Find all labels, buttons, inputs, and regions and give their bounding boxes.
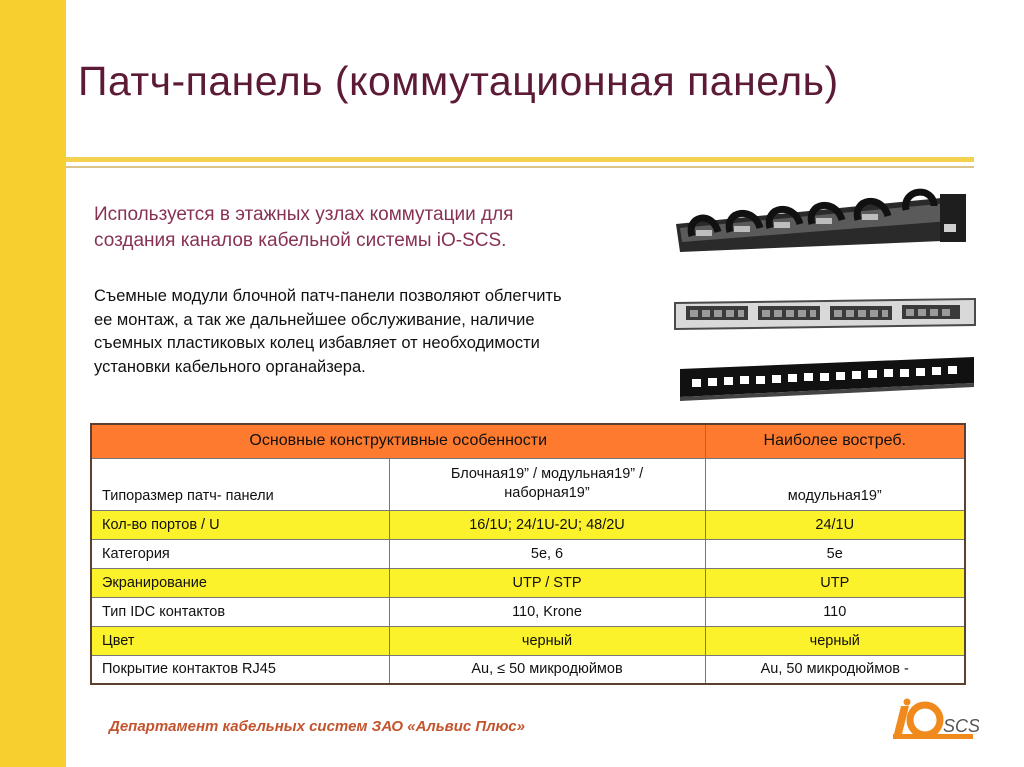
left-accent-bar: [0, 0, 66, 767]
row-popular: черный: [705, 626, 965, 655]
row-value: 110, Krone: [389, 597, 705, 626]
table-row: [91, 655, 965, 684]
row-popular: 110: [705, 597, 965, 626]
row-value: 5e, 6: [389, 539, 705, 568]
table-row: [91, 626, 965, 655]
patch-panel-with-rings-image: [672, 180, 972, 260]
table-header-row: [91, 424, 965, 458]
row-value-line: Блочная19” / модульная19” /: [450, 466, 644, 482]
popular-header: Наиболее востреб.: [705, 424, 965, 458]
description-line: съемных пластиковых колец избавляет от необходимости: [94, 334, 540, 352]
intro-text: [94, 202, 654, 254]
row-label: Кол-во портов / U: [91, 510, 389, 539]
blank-modular-panel-image: [678, 355, 976, 403]
features-header: Основные конструктивные особенности: [91, 424, 705, 458]
row-popular: модульная19”: [705, 458, 965, 510]
io-scs-logo: [887, 698, 979, 742]
table-row: [91, 539, 965, 568]
row-value: черный: [389, 626, 705, 655]
row-value: UTP / STP: [389, 568, 705, 597]
row-label: Категория: [91, 539, 389, 568]
title-divider-thin: [66, 166, 974, 168]
description-line: установки кабельного органайзера.: [94, 357, 366, 376]
intro-line: создания каналов кабельной системы iO-SCS.: [94, 230, 507, 251]
table-row: [91, 510, 965, 539]
table-row: [91, 568, 965, 597]
logo-text: SCS: [943, 716, 979, 736]
row-popular: Au, 50 микродюймов -: [705, 655, 965, 684]
row-value: 16/1U; 24/1U-2U; 48/2U: [389, 510, 705, 539]
page-title: Патч-панель (коммутационная панель): [78, 58, 839, 104]
row-value: Au, ≤ 50 микродюймов: [389, 655, 705, 684]
row-popular: 24/1U: [705, 510, 965, 539]
table-row: [91, 458, 965, 510]
row-label: Экранирование: [91, 568, 389, 597]
blocking-patch-panel-image: [672, 296, 978, 332]
table-row: [91, 597, 965, 626]
title-divider: [66, 157, 974, 162]
row-popular: 5e: [705, 539, 965, 568]
description-line: ее монтаж, а так же дальнейшее обслуживание, наличие: [94, 310, 535, 329]
row-label: Тип IDC контактов: [91, 597, 389, 626]
row-value-line: наборная19”: [504, 485, 590, 501]
row-popular: UTP: [705, 568, 965, 597]
row-label: Типоразмер патч- панели: [91, 458, 389, 510]
description-text: [94, 285, 674, 379]
footer-department: Департамент кабельных систем ЗАО «Альвис Плюс»: [109, 718, 525, 735]
intro-line: Используется в этажных узлах коммутации для: [94, 204, 514, 225]
row-label: Покрытие контактов RJ45: [91, 655, 389, 684]
row-label: Цвет: [91, 626, 389, 655]
row-value: [389, 458, 705, 510]
description-line: Съемные модули блочной патч-панели позволяют облегчить: [94, 287, 562, 305]
specifications-table: [90, 423, 966, 685]
